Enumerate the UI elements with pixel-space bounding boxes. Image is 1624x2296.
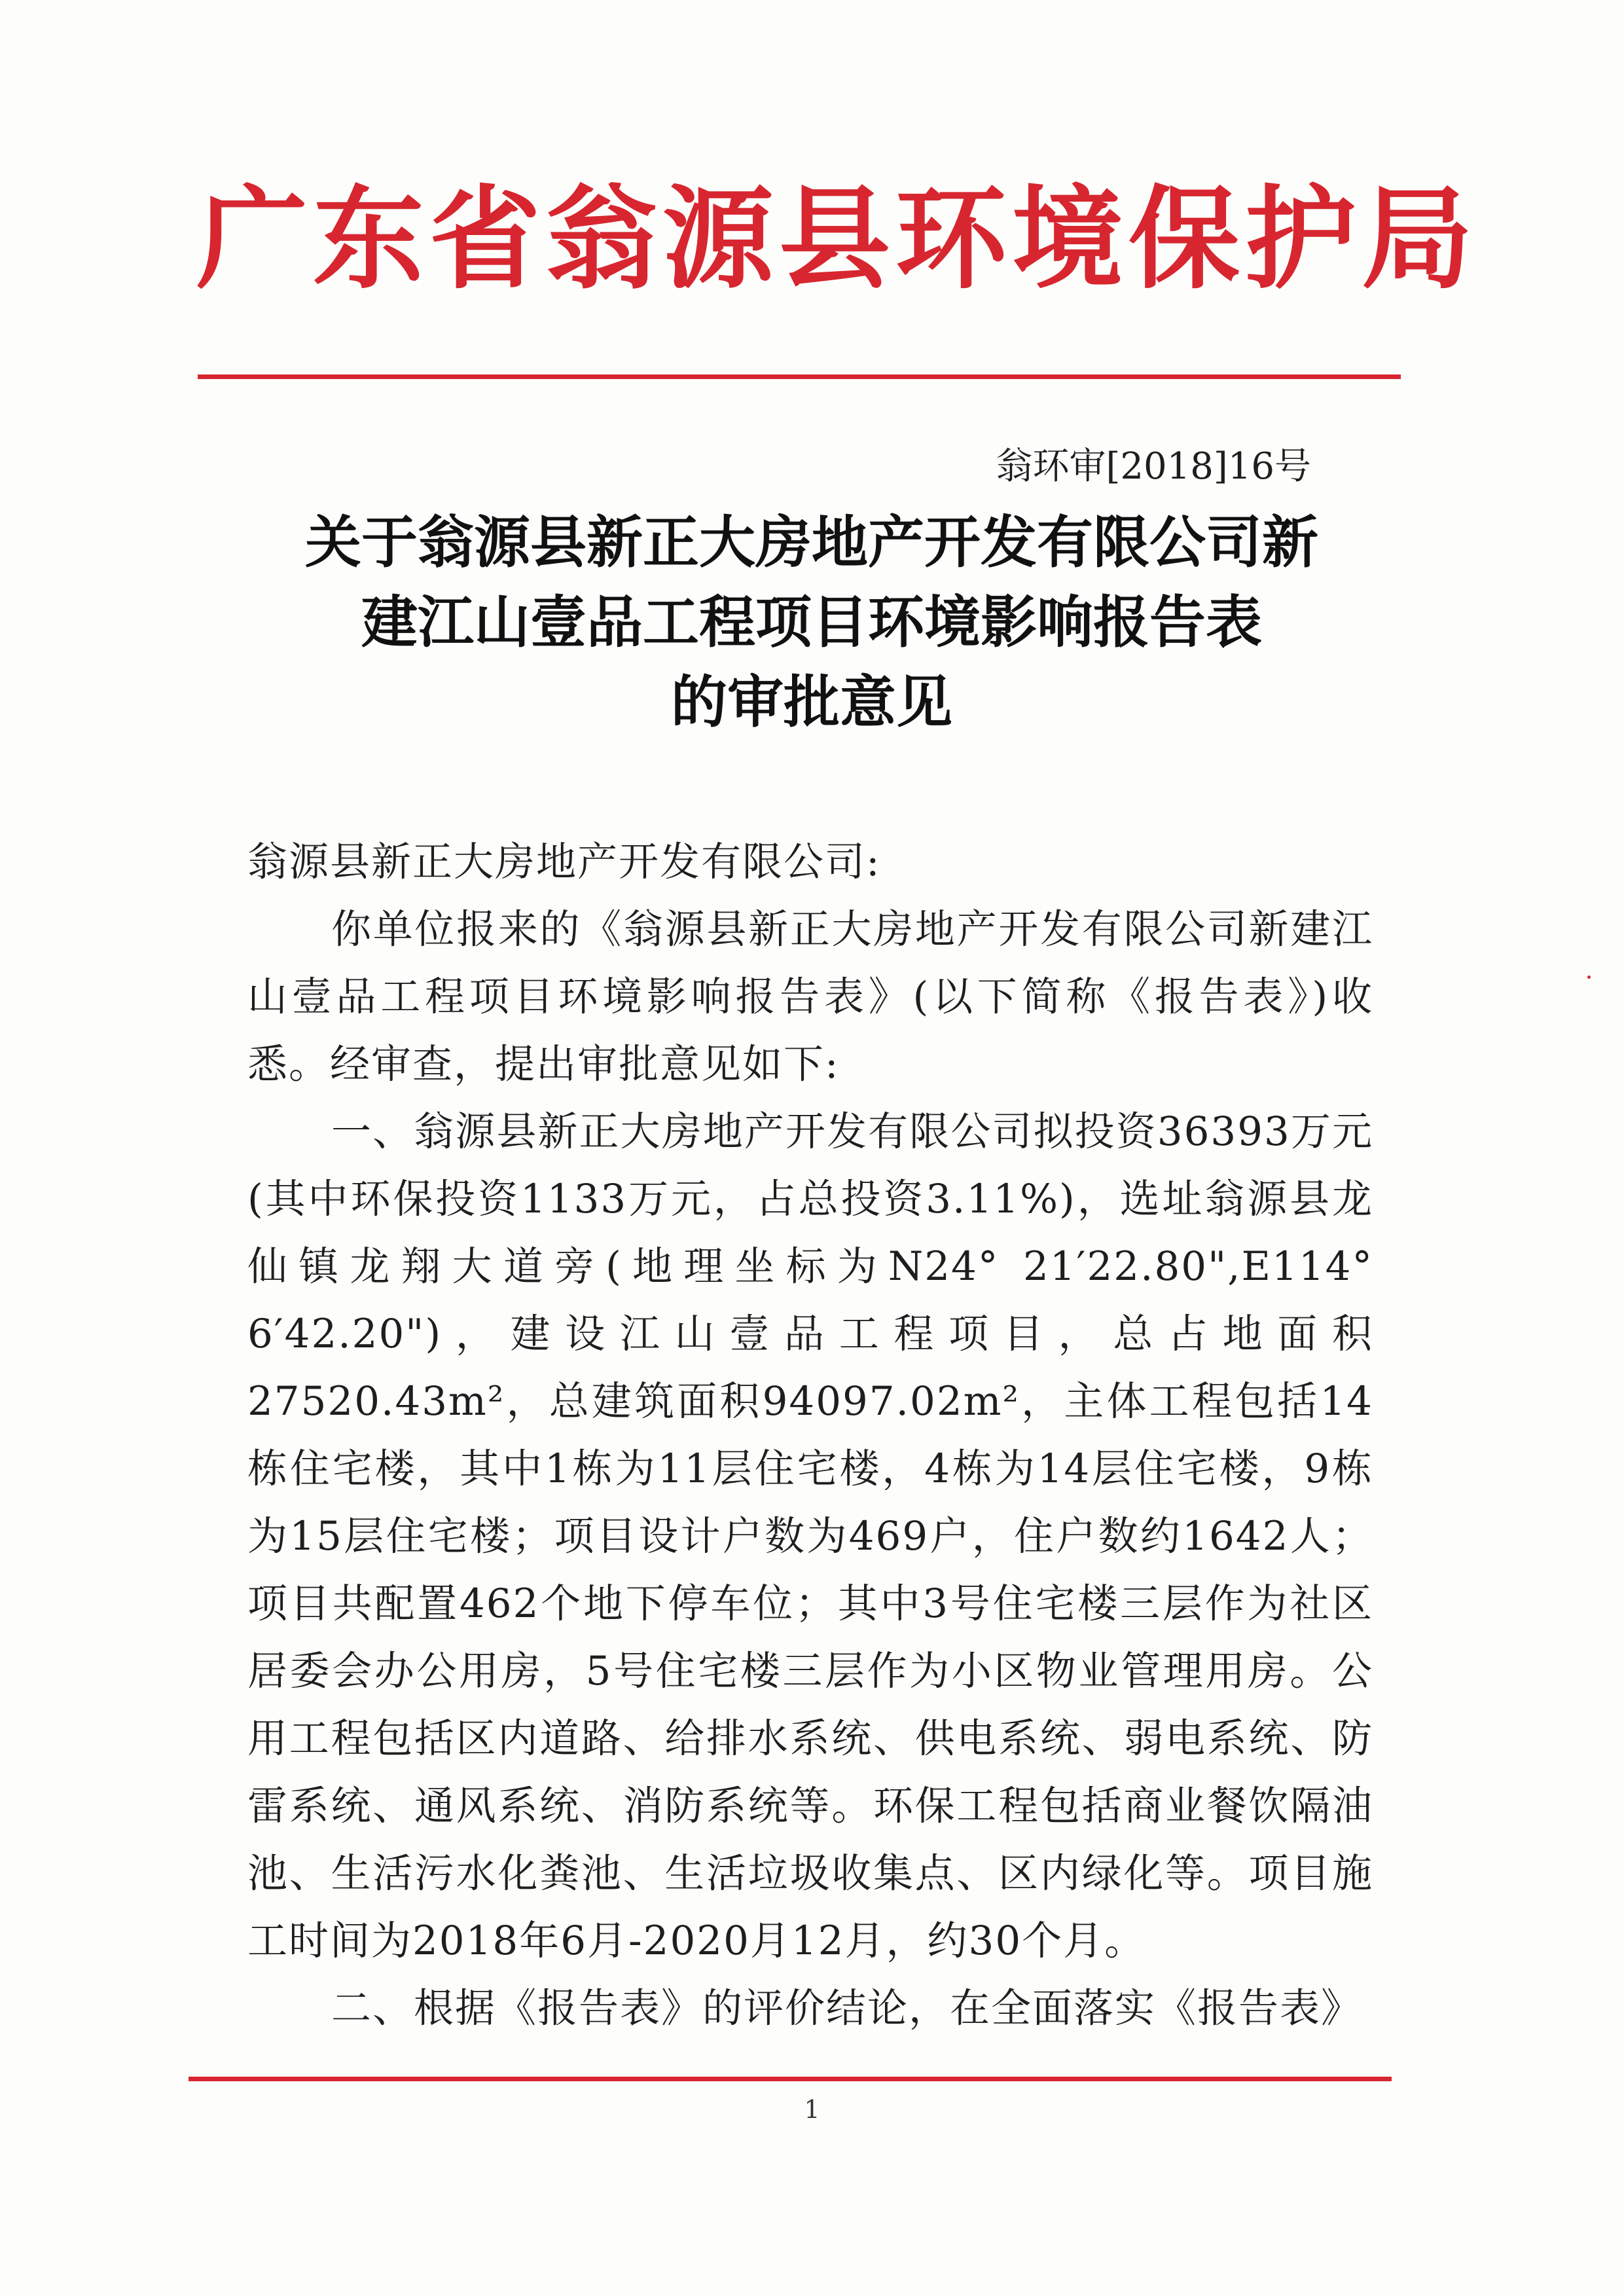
addressee: 翁源县新正大房地产开发有限公司: [247,839,881,885]
document-title-line-3: 的审批意见 [671,669,952,735]
document-title [196,503,1427,742]
document-number: 翁环审[2018]16号 [996,445,1311,488]
scan-speck [1587,975,1591,979]
page-number: 1 [804,2095,820,2124]
body-paragraph: 你单位报来的《翁源县新正大房地产开发有限公司新建江山壹品工程项目环境影响报告表》(以下简称《报告表》)收悉。经审查，提出审批意见如下: [247,906,1373,1087]
letterhead-title: 广东省翁源县环境保护局 [196,173,1479,304]
body-paragraph: 二、根据《报告表》的评价结论，在全面落实《报告表》 [331,1985,1363,2032]
document-title-line-2: 建江山壹品工程项目环境影响报告表 [361,589,1262,655]
footer-rule [189,2077,1392,2081]
document-title-line-1: 关于翁源县新正大房地产开发有限公司新 [305,509,1318,575]
document-body [247,828,1373,2042]
letterhead-rule [198,374,1401,379]
body-paragraph: 一、翁源县新正大房地产开发有限公司拟投资36393万元(其中环保投资1133万元，占总投资3.11%)，选址翁源县龙仙镇龙翔大道旁(地理坐标为N24° 21′22.80",E114° 6′42.20")，建设江山壹品工程项目，总占地面积27520.43m²，总建筑面积94097.02m²，主体工程包括14栋住宅楼，其中1栋为11层住宅楼，4栋为14层住宅楼，9栋为15层住宅楼；项目设计户数为469户，住户数约1642人；项目共配置462个地下停车位；其中3号住宅楼三层作为社区居委会办公用房，5号住宅楼三层作为小区物业管理用房。公用工程包括区内道路、给排水系统、供电系统、弱电系统、防雷系统、通风系统、消防系统等。环保工程包括商业餐饮隔油池、生活污水化粪池、生活垃圾收集点、区内绿化等。项目施工时间为2018年6月-2020月12月，约30个月。 [247,1108,1373,1964]
